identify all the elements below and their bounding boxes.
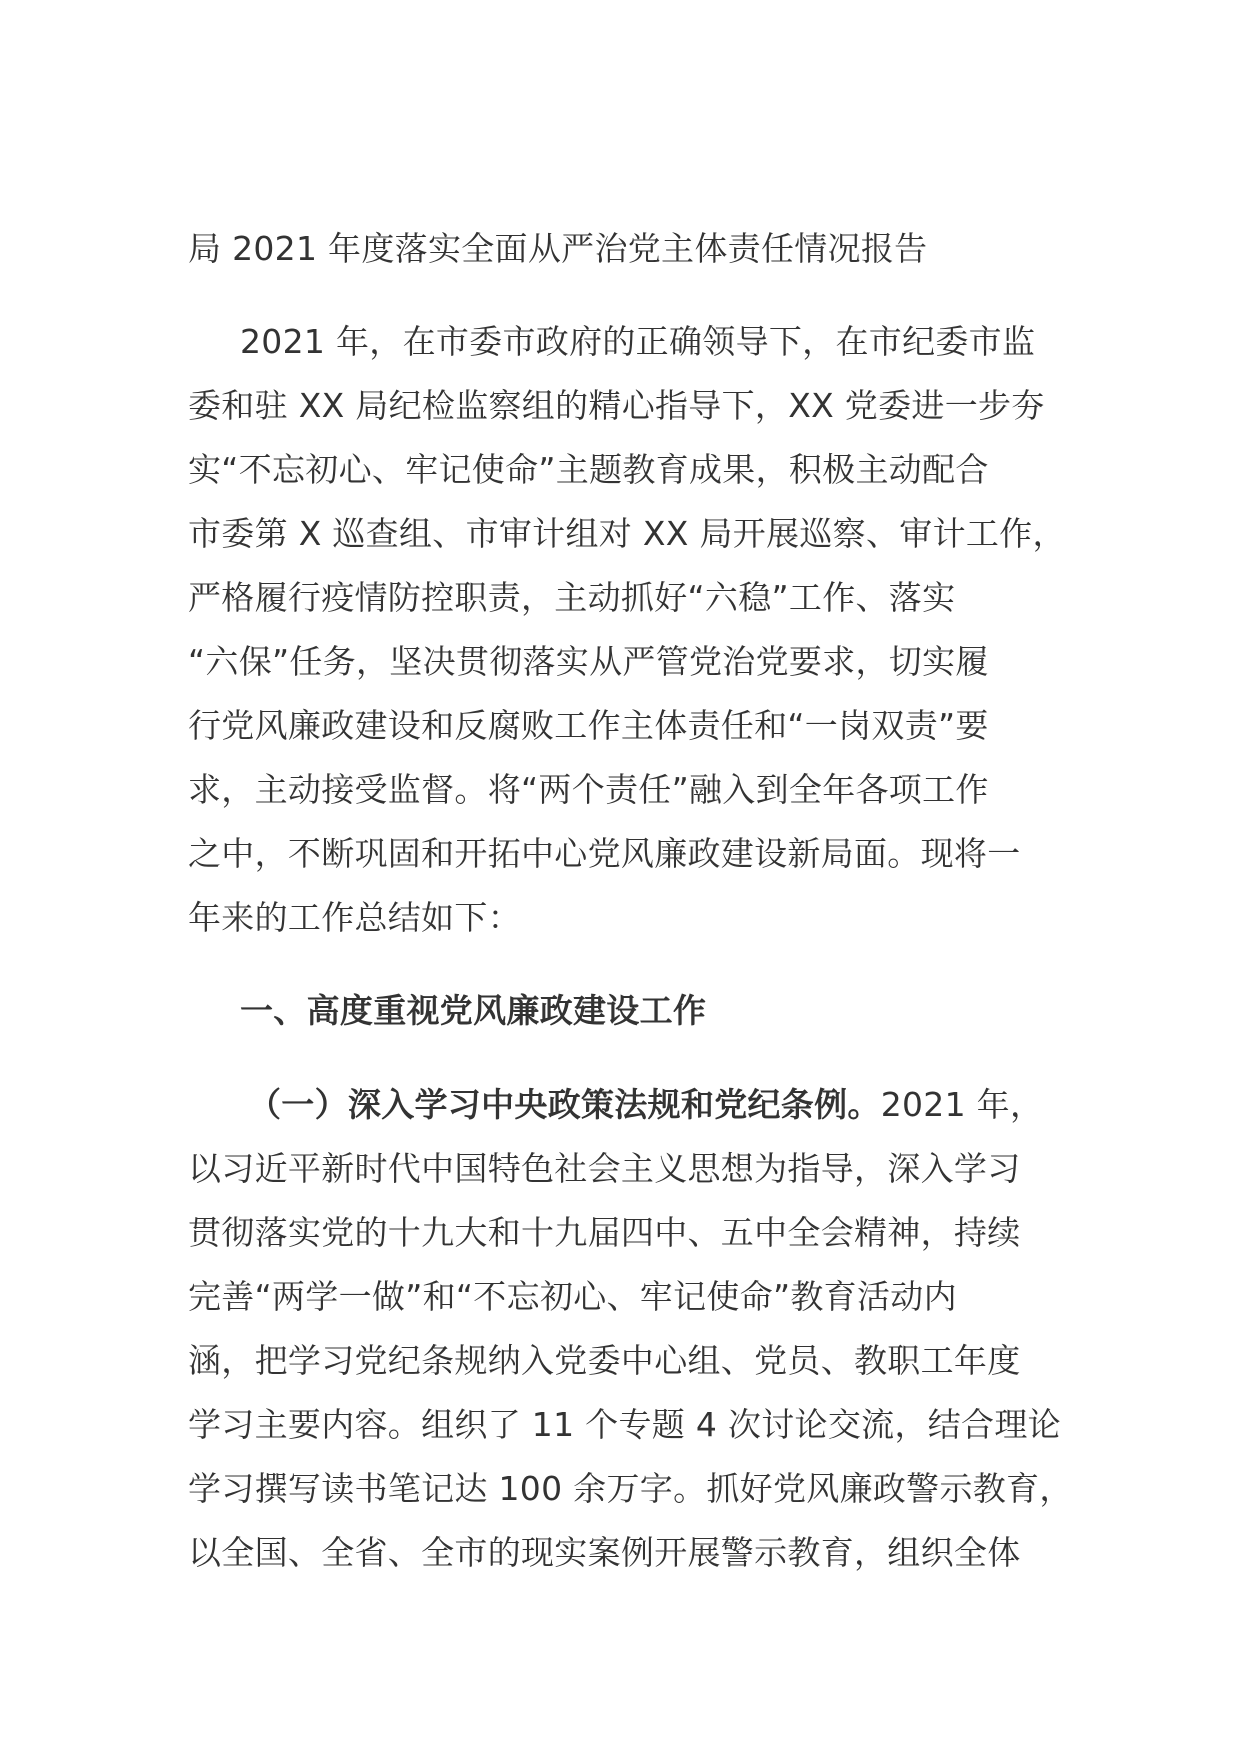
subsection-1-line-6: 学习撰写读书笔记达 100 余万字。抓好党风廉政警示教育，	[188, 1469, 1073, 1508]
intro-line-5: 严格履行疫情防控职责，主动抓好“六稳”工作、落实	[188, 578, 956, 617]
intro-line-1: 2021 年，在市委市政府的正确领导下，在市纪委市监	[240, 322, 1036, 361]
intro-line-4: 市委第 X 巡查组、市审计组对 XX 局开展巡察、审计工作，	[188, 514, 1066, 553]
intro-line-2: 委和驻 XX 局纪检监察组的精心指导下，XX 党委进一步夯	[188, 386, 1045, 425]
intro-line-10: 年来的工作总结如下：	[188, 898, 521, 937]
document-title: 局 2021 年度落实全面从严治党主体责任情况报告	[188, 229, 928, 268]
subsection-1-line-7: 以全国、全省、全市的现实案例开展警示教育，组织全体	[188, 1533, 1021, 1572]
subsection-1-heading: （一）深入学习中央政策法规和党纪条例。	[248, 1085, 881, 1124]
intro-line-9: 之中，不断巩固和开拓中心党风廉政建设新局面。现将一	[188, 834, 1021, 873]
subsection-1-line-1: 以习近平新时代中国特色社会主义思想为指导，深入学习	[188, 1149, 1021, 1188]
subsection-1-line-5: 学习主要内容。组织了 11 个专题 4 次讨论交流，结合理论	[188, 1405, 1061, 1444]
subsection-1-line-4: 涵，把学习党纪条规纳入党委中心组、党员、教职工年度	[188, 1341, 1021, 1380]
subsection-1-line-3: 完善“两学一做”和“不忘初心、牢记使命”教育活动内	[188, 1277, 957, 1316]
subsection-1-first-line-rest: 2021 年，	[880, 1085, 1044, 1124]
intro-line-8: 求，主动接受监督。将“两个责任”融入到全年各项工作	[188, 770, 989, 809]
subsection-1-first-line	[248, 1085, 1043, 1125]
intro-line-7: 行党风廉政建设和反腐败工作主体责任和“一岗双责”要	[188, 706, 989, 745]
section-1-heading: 一、高度重视党风廉政建设工作	[240, 991, 707, 1030]
subsection-1-line-2: 贯彻落实党的十九大和十九届四中、五中全会精神，持续	[188, 1213, 1021, 1252]
intro-line-3: 实“不忘初心、牢记使命”主题教育成果，积极主动配合	[188, 450, 989, 489]
intro-line-6: “六保”任务，坚决贯彻落实从严管党治党要求，切实履	[188, 642, 989, 681]
